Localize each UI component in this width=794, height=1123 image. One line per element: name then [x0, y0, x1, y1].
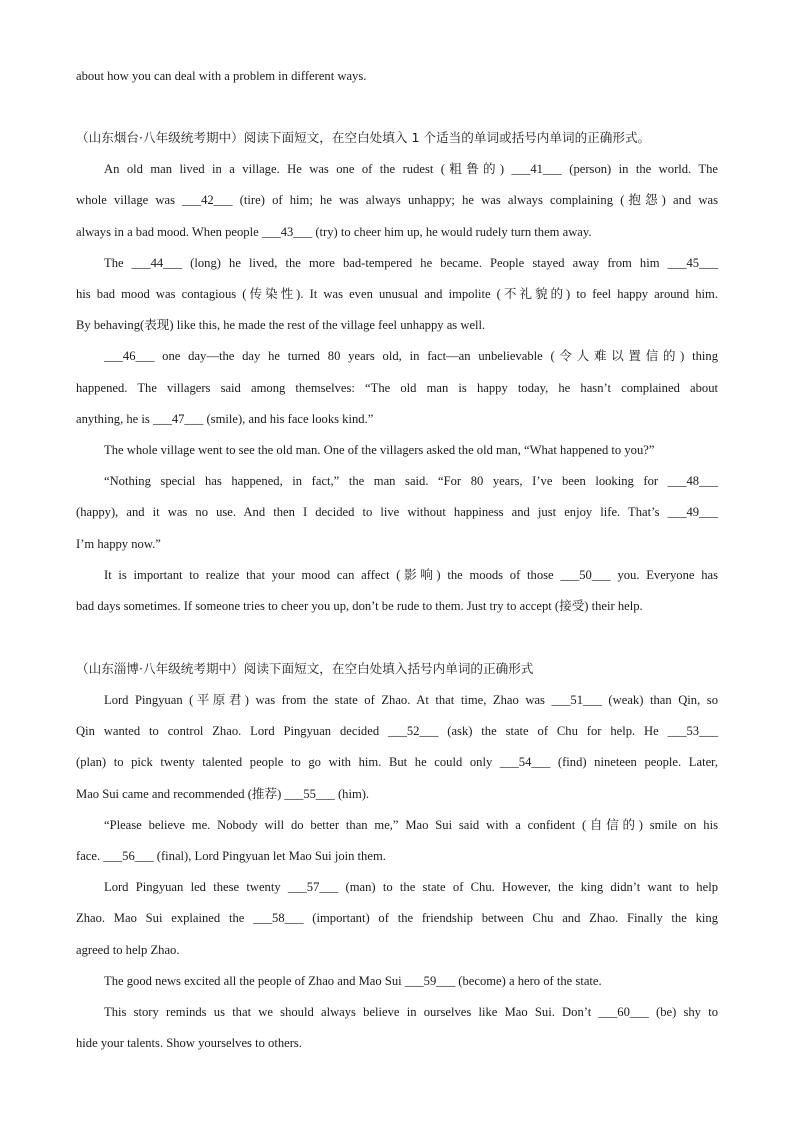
s1-line: The ___44___ (long) he lived, the more bad-tempered he became. People stayed away from him ___45___	[104, 256, 718, 270]
s2-line: Mao Sui came and recommended (推荐) ___55___ (him).	[76, 787, 370, 801]
s1-line: An old man lived in a village. He was one of the rudest (粗鲁的) ___41___ (person) in the world. The	[104, 162, 718, 176]
s1-line: happened. The villagers said among themselves: “The old man is happy today, he hasn’t complained about	[76, 381, 718, 395]
s2-line: hide your talents. Show yourselves to others.	[76, 1036, 302, 1050]
s1-line: I’m happy now.”	[76, 537, 161, 551]
s1-line: ___46___ one day—the day he turned 80 years old, in fact—an unbelievable (令人难以置信的) thing	[104, 349, 718, 363]
s1-line: “Nothing special has happened, in fact,” the man said. “For 80 years, I’ve been looking for ___48___	[104, 474, 718, 488]
intro-tail-text: about how you can deal with a problem in different ways.	[76, 69, 367, 83]
s1-line: By behaving(表现) like this, he made the rest of the village feel unhappy as well.	[76, 318, 486, 332]
s2-line: The good news excited all the people of Zhao and Mao Sui ___59___ (become) a hero of the state.	[104, 974, 602, 988]
s2-line: “Please believe me. Nobody will do better than me,” Mao Sui said with a confident (自信的) smile on his	[104, 818, 718, 832]
s1-line: always in a bad mood. When people ___43___ (try) to cheer him up, he would rudely turn them away.	[76, 225, 592, 239]
s2-line: (plan) to pick twenty talented people to go with him. But he could only ___54___ (find) nineteen people. Later,	[76, 755, 718, 769]
s1-line: anything, he is ___47___ (smile), and his face looks kind.”	[76, 412, 374, 426]
s2-line: Lord Pingyuan led these twenty ___57___ (man) to the state of Chu. However, the king didn’t want to help	[104, 880, 718, 894]
s1-line: (happy), and it was no use. And then I decided to live without happiness and just enjoy life. That’s ___49___	[76, 505, 718, 519]
s2-line: agreed to help Zhao.	[76, 943, 180, 957]
s2-line: face. ___56___ (final), Lord Pingyuan let Mao Sui join them.	[76, 849, 386, 863]
s2-line: Lord Pingyuan (平原君) was from the state of Zhao. At that time, Zhao was ___51___ (weak) than Qin, so	[104, 693, 718, 707]
section1-heading: （山东烟台·八年级统考期中）阅读下面短文，在空白处填入 1 个适当的单词或括号内单词的正确形式。	[76, 130, 651, 145]
s2-line: This story reminds us that we should always believe in ourselves like Mao Sui. Don’t ___60___ (be) shy to	[104, 1005, 718, 1019]
s1-line: whole village was ___42___ (tire) of him; he was always unhappy; he was always complaining (抱怨) and was	[76, 193, 718, 207]
s2-line: Qin wanted to control Zhao. Lord Pingyuan decided ___52___ (ask) the state of Chu for help. He ___53___	[76, 724, 718, 738]
s1-line: It is important to realize that your mood can affect (影响) the moods of those ___50___ you. Everyone has	[104, 568, 718, 582]
s1-line: his bad mood was contagious (传染性). It was even unusual and impolite (不礼貌的) to feel happy around him.	[76, 287, 718, 301]
section2-heading: （山东淄博·八年级统考期中）阅读下面短文，在空白处填入括号内单词的正确形式	[76, 661, 534, 676]
s1-line: The whole village went to see the old man. One of the villagers asked the old man, “What happened to you?”	[104, 443, 655, 457]
s2-line: Zhao. Mao Sui explained the ___58___ (important) of the friendship between Chu and Zhao. Finally the king	[76, 911, 718, 925]
s1-line: bad days sometimes. If someone tries to cheer you up, don’t be rude to them. Just try to accept (接受) their help.	[76, 599, 643, 613]
